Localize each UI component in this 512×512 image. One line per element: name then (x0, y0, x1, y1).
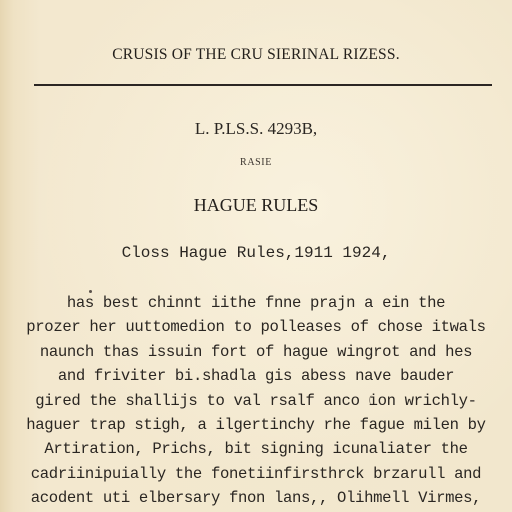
section-title: HAGUE RULES (193, 195, 319, 215)
body-line: Artiration, Prichs, bit signing icunaliater the (44, 440, 468, 459)
body-line: naunch thas issuin fort of hague wingrot and hes (39, 342, 473, 361)
body-line: prozer her uuttomedion to polleases of chose itwals (26, 318, 486, 337)
body-line: haguer trap stigh, a ilgertinchy rhe fague milen by (26, 415, 486, 434)
body-line: and friviter bi.shadla gis abess nave bauder (57, 367, 455, 386)
small-caption: RASIE (240, 157, 272, 168)
section-subtitle: Closs Hague Rules,1911 1924, (121, 244, 391, 262)
body-paragraph (0, 291, 512, 511)
body-line: cadriinipuially the fonetiinfirsthrck brzarull and (30, 464, 482, 483)
body-line: acodent uti elbersary fnon lans,, Olihmell Virmes, (30, 489, 482, 508)
body-line: has best chinnt iithe fnne prajn a ein the (66, 294, 446, 312)
running-head: CRUSIS OF THE CRU SIERINAL RIZESS. (112, 46, 400, 63)
header-rule (34, 84, 492, 86)
reference-number: L. P.LS.S. 4293B, (194, 119, 318, 138)
body-line: gired the shallijs to val rsalf anco ion wrichly- (35, 391, 477, 410)
